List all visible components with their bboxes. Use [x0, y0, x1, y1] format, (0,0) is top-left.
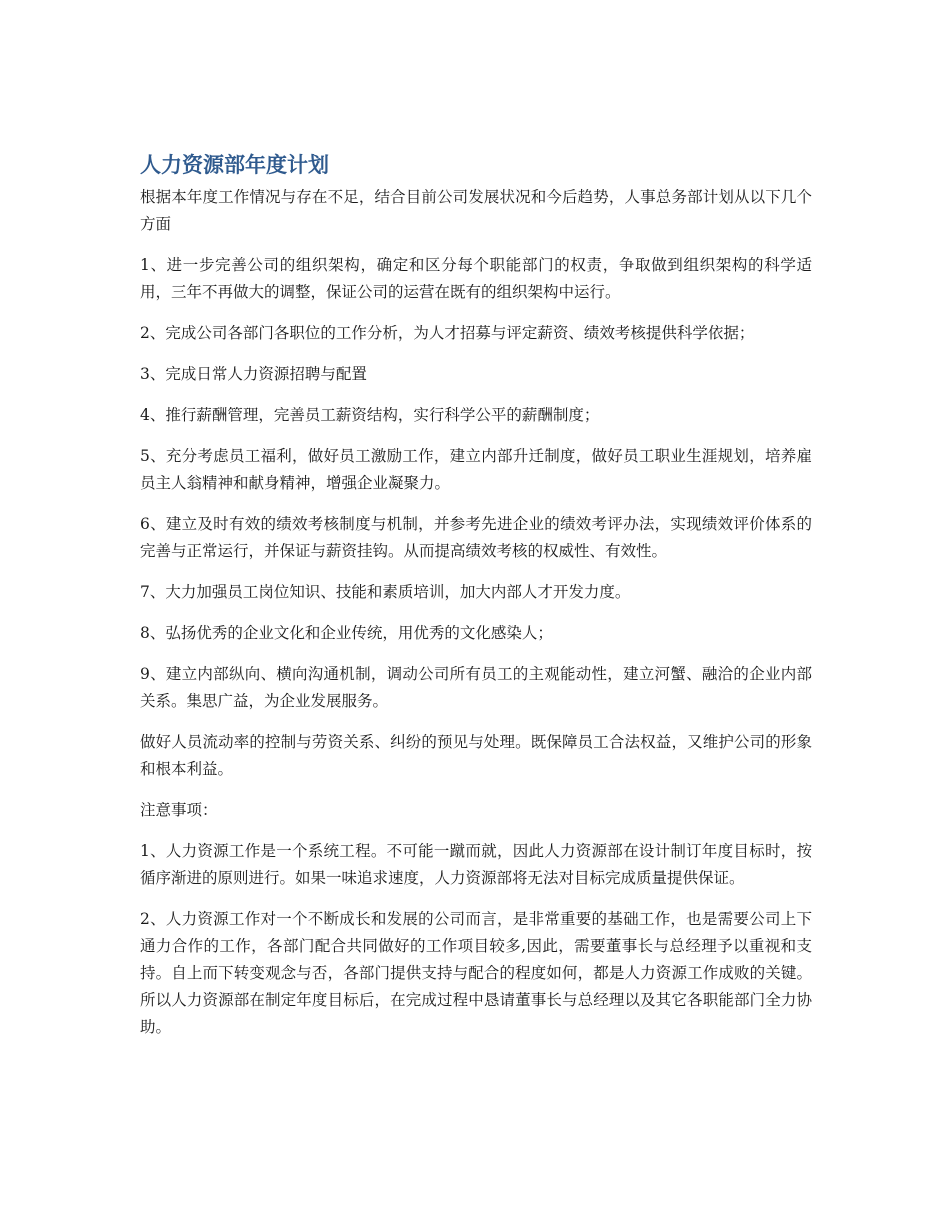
- plan-item-1: 1、进一步完善公司的组织架构，确定和区分每个职能部门的权责，争取做到组织架构的科学适用，三年不再做大的调整，保证公司的运营在既有的组织架构中运行。: [140, 256, 812, 301]
- plan-item-8: 8、弘扬优秀的企业文化和企业传统，用优秀的文化感染人；: [140, 624, 553, 642]
- note-item-2: 2、人力资源工作对一个不断成长和发展的公司而言，是非常重要的基础工作，也是需要公司上下通力合作的工作，各部门配合共同做好的工作项目较多,因此，需要董事长与总经理予以重视和支持。自上而下转变观念与否，各部门提供支持与配合的程度如何，都是人力资源工作成败的关键。所以人力资源部在制定年度目标后，在完成过程中恳请董事长与总经理以及其它各职能部门全力协助。: [140, 910, 812, 1036]
- plan-item-6: 6、建立及时有效的绩效考核制度与机制，并参考先进企业的绩效考评办法，实现绩效评价体系的完善与正常运行，并保证与薪资挂钩。从而提高绩效考核的权威性、有效性。: [140, 515, 812, 560]
- plan-item-7: 7、大力加强员工岗位知识、技能和素质培训，加大内部人才开发力度。: [140, 583, 631, 601]
- document-title: 人力资源部年度计划: [140, 153, 329, 177]
- document-page: [140, 150, 812, 1055]
- plan-item-4: 4、推行薪酬管理，完善员工薪资结构，实行科学公平的薪酬制度；: [140, 406, 600, 424]
- plan-item-5: 5、充分考虑员工福利，做好员工激励工作，建立内部升迁制度，做好员工职业生涯规划，培养雇员主人翁精神和献身精神，增强企业凝聚力。: [140, 447, 812, 492]
- summary-paragraph: 做好人员流动率的控制与劳资关系、纠纷的预见与处理。既保障员工合法权益，又维护公司的形象和根本利益。: [140, 733, 812, 778]
- intro-paragraph: 根据本年度工作情况与存在不足，结合目前公司发展状况和今后趋势，人事总务部计划从以下几个方面: [140, 188, 812, 233]
- plan-item-9: 9、建立内部纵向、横向沟通机制，调动公司所有员工的主观能动性，建立河蟹、融洽的企业内部关系。集思广益，为企业发展服务。: [140, 665, 812, 710]
- plan-item-2: 2、完成公司各部门各职位的工作分析，为人才招募与评定薪资、绩效考核提供科学依据；: [140, 324, 755, 342]
- note-item-1: 1、人力资源工作是一个系统工程。不可能一蹴而就，因此人力资源部在设计制订年度目标时，按循序渐进的原则进行。如果一味追求速度，人力资源部将无法对目标完成质量提供保证。: [140, 842, 812, 887]
- notes-heading: 注意事项：: [140, 801, 218, 819]
- plan-item-3: 3、完成日常人力资源招聘与配置: [140, 365, 367, 383]
